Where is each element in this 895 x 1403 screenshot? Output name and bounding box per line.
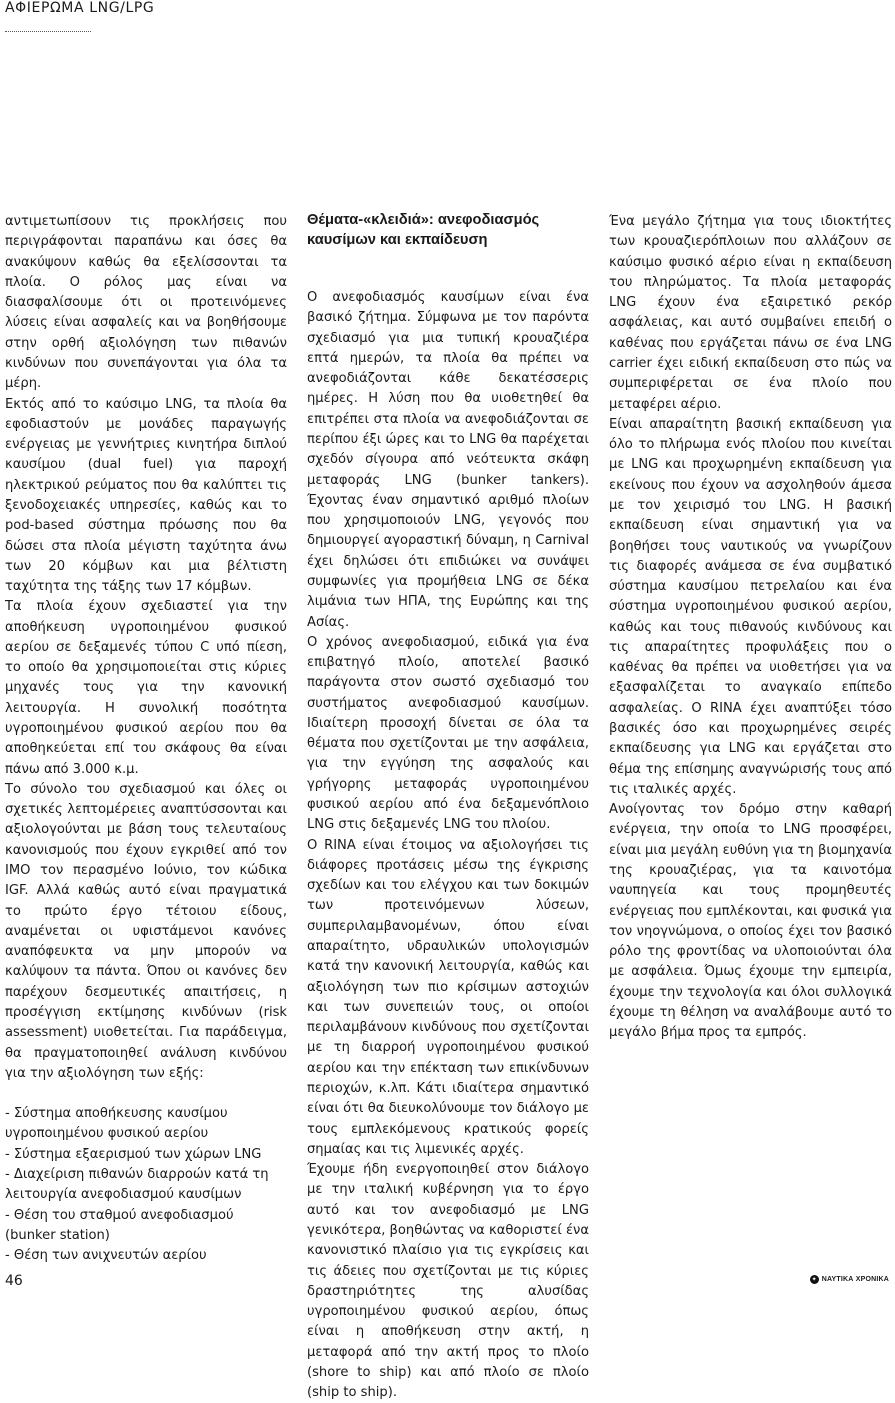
publication-logo: [810, 1275, 889, 1284]
page-number: 46: [5, 1273, 23, 1289]
body-paragraph: Είναι απαραίτητη βασική εκπαίδευση για όλο το πλήρωμα ενός πλοίου που κινείται με LNG και προχωρημένη εκπαίδευση για εκείνους που έχουν να ασχοληθούν άμεσα με τον χειρισμό του LNG. Η βασική εκπαίδευση είναι σημαντική για να βοηθήσει τους ναυτικούς να γνωρίζουν τις διαφορές ανάμεσα σε ένα συμβατικό σύστημα καυσίμου πετρελαίου και ένα σύστημα υγροποιημένου φυσικού αερίου, καθώς και τους πιθανούς κινδύνους και τις απαραίτητες προφυλάξεις που ο καθένας θα πρέπει να υιοθετήσει για να εξασφαλίζεται το αναγκαίο επίπεδο ασφαλείας. Ο RINA έχει αναπτύξει τόσο βασικές όσο και προχωρημένες σειρές εκπαίδευσης για LNG και εργάζεται στο θέμα της επίσημης αναγνώρισής τους από τις ιταλικές αρχές.: [609, 416, 892, 797]
column-1: [5, 212, 287, 1266]
section-title: ΑΦΙΕΡΩΜΑ LNG/LPG: [5, 0, 155, 16]
column-2: [307, 210, 589, 1403]
dotted-divider: [5, 31, 91, 32]
page-header: [0, 0, 895, 40]
body-paragraph: Ο ανεφοδιασμός καυσίμων είναι ένα βασικό ζήτημα. Σύμφωνα με τον παρόντα σχεδιασμό για μια τυπική κρουαζιέρα επτά ημερών, τα πλοία θα πρέπει να ανεφοδιάζονται κάθε δεκατέσσερις ημέρες. Η λύση που θα υιοθετηθεί θα επιτρέπει στα πλοία να ανεφοδιάζονται σε περίπου έξι ώρες και το LNG θα παρέχεται σχεδόν σίγουρα από νεότευκτα σκάφη μεταφοράς LNG (bunker tankers). Έχοντας έναν σημαντικό αριθμό πλοίων που χρησιμοποιούν LNG, γεγονός που δημιουργεί αγοραστική δύναμη, η Carnival έχει δηλώσει ότι επιδιώκει να συνάψει συμφωνίες για προμήθεια LNG σε δέκα λιμάνια των ΗΠΑ, της Ευρώπης και της Ασίας.: [307, 290, 589, 630]
list-item: - Διαχείριση πιθανών διαρροών κατά τη λειτουργία ανεφοδιασμού καυσίμων: [5, 1166, 269, 1203]
risk-analysis-list: [5, 1104, 287, 1266]
body-paragraph: αντιμετωπίσουν τις προκλήσεις που περιγράφονται παραπάνω και όσες θα ανακύψουν καθώς θα εξελίσσονται τα πλοία. Ο ρόλος μας είναι να διασφαλίσουμε ότι οι προτεινόμενες λύσεις είναι ασφαλείς και να βοηθήσουμε στην ορθή αξιολόγηση των πιθανών κινδύνων που συνεπάγονται για όλα τα μέρη.: [5, 214, 287, 392]
body-paragraph: Το σύνολο του σχεδιασμού και όλες οι σχετικές λεπτομέρειες αναπτύσσονται και αξιολογούνται με βάση τους τελευταίους κανονισμούς που έχουν εγκριθεί από τον IMO τον περασμένο Ιούνιο, τον κώδικα IGF. Αλλά καθώς αυτό είναι πραγματικά το πρώτο έργο τέτοιου είδους, αναμένεται οι υφιστάμενοι κανόνες αναπόφευκτα να μην μπορούν να καλύψουν τα πάντα. Όπου οι κανόνες δεν παρέχουν δεσμευτικές απαιτήσεις, η προσέγγιση εκτίμησης κινδύνων (risk assessment) υιοθετείται. Για παράδειγμα, θα πραγματοποιηθεί ανάλυση κινδύνου για την αξιολόγηση των εξής:: [5, 781, 287, 1081]
body-paragraph: Εκτός από το καύσιμο LNG, τα πλοία θα εφοδιαστούν με μονάδες παραγωγής ενέργειας με γεννήτριες κινητήρα διπλού καυσίμου (dual fuel) για παροχή ηλεκτρικού ρεύματος που θα καλύπτει τις ξενοδοχειακές υπηρεσίες, καθώς και το pod-based σύστημα πρόωσης που θα δώσει στα πλοία μέγιστη ταχύτητα άνω των 20 κόμβων και μια βέλτιστη ταχύτητα της τάξης των 17 κόμβων.: [5, 396, 287, 595]
publication-name: ΝΑΥΤΙΚΑ ΧΡΟΝΙΚΑ: [821, 1276, 889, 1283]
list-item: - Θέση των ανιχνευτών αερίου: [5, 1248, 207, 1264]
body-paragraph: Ο RINA είναι έτοιμος να αξιολογήσει τις διάφορες προτάσεις μέσω της έγκρισης σχεδίων και του ελέγχου και των δοκιμών των προτεινόμενων λύσεων, συμπεριλαμβανομένων, όπου είναι απαραίτητο, υδραυλικών υπολογισμών κατά την κανονική λειτουργία, καθώς και αξιολόγηση των πιο κρίσιμων αστοχιών και των συνεπειών τους, οι οποίοι περιλαμβάνουν κινδύνους που σχετίζονται με τη διαρροή υγροποιημένου φυσικού αερίου και την επέκταση των επικίνδυνων περιοχών, κ.λπ. Κάτι ιδιαίτερα σημαντικό είναι ότι θα διευκολύνουμε τον διάλογο με τους εμπλεκόμενους κρατικούς φορείς σημαίας και τις λιμενικές αρχές.: [307, 837, 589, 1157]
sub-heading: Θέματα-«κλειδιά»: ανεφοδιασμός καυσίμων και εκπαίδευση: [307, 212, 540, 248]
list-item: - Σύστημα αποθήκευσης καυσίμου υγροποιημένου φυσικού αερίου: [5, 1106, 228, 1142]
list-item: - Θέση του σταθμού ανεφοδιασμού (bunker station): [5, 1207, 234, 1243]
body-paragraph: Ο χρόνος ανεφοδιασμού, ειδικά για ένα επιβατηγό πλοίο, αποτελεί βασικό παράγοντα στον σωστό σχεδιασμό του συστήματος ανεφοδιασμού καυσίμων. Ιδιαίτερη προσοχή δίνεται σε όλα τα θέματα που σχετίζονται με την ασφάλεια, για την εγγύηση της ασφαλούς και γρήγορης μεταφοράς υγροποιημένου φυσικού αερίου από ένα δεξαμενόπλοιο LNG στις δεξαμενές LNG του πλοίου.: [307, 634, 589, 833]
body-paragraph: Ανοίγοντας τον δρόμο στην καθαρή ενέργεια, την οποία το LNG προσφέρει, είναι μια μεγάλη ευθύνη για τη βιομηχανία της κρουαζιέρας, για τα καινοτόμα ναυπηγεία και τους προμηθευτές ενέργειας που εμπλέκονται, και φυσικά για τον νηογνώμονα, ο οποίος έχει τον βασικό ρόλο της φροντίδας να υλοποιούνται όλα με ασφάλεια. Όμως έχουμε την εμπειρία, έχουμε την τεχνολογία και όλοι συλλογικά έχουμε τη θέληση να αναλάβουμε αυτό το μεγάλο βήμα προς τα εμπρός.: [609, 802, 892, 1041]
column-3: [609, 212, 892, 1044]
magazine-logo-icon: ✦: [811, 1276, 817, 1283]
list-item: - Σύστημα εξαερισμού των χώρων LNG: [5, 1146, 262, 1162]
body-paragraph: Ένα μεγάλο ζήτημα για τους ιδιοκτήτες των κρουαζιερόπλοιων που αλλάζουν σε καύσιμο φυσικό αέριο είναι η εκπαίδευση του πληρώματος. Τα πλοία μεταφοράς LNG έχουν ένα εξαιρετικό ρεκόρ ασφάλειας, και αυτό συμβαίνει επειδή ο καθένας που εργάζεται πάνω σε ένα LNG carrier έχει ειδική εκπαίδευση στο πώς να συμπεριφέρεται σε ένα πλοίο που μεταφέρει αέριο.: [609, 214, 892, 412]
body-paragraph: Τα πλοία έχουν σχεδιαστεί για την αποθήκευση υγροποιημένου φυσικού αερίου σε δεξαμενές τύπου C υπό πίεση, το οποίο θα χρησιμοποιείται στις κύριες μηχανές τους για την κανονική λειτουργία. Η συνολική ποσότητα υγροποιημένου φυσικού αερίου που θα αποθηκεύεται επί του σκάφους θα είναι πάνω από 3.000 κ.μ.: [5, 599, 287, 777]
body-paragraph: Έχουμε ήδη ενεργοποιηθεί στον διάλογο με την ιταλική κυβέρνηση για το έργο αυτό και τον ανεφοδιασμό με LNG γενικότερα, βοηθώντας να καθοριστεί ένα κανονιστικό πλαίσιο για τις εγκρίσεις και τις άδειες που σχετίζονται με τις κύριες δραστηριότητες της αλυσίδας υγροποιημένου φυσικού αερίου, όπως είναι η αποθήκευση στην ακτή, η μεταφορά από την ακτή προς το πλοίο (shore to ship) και από πλοίο σε πλοίο (ship to ship).: [307, 1162, 589, 1401]
